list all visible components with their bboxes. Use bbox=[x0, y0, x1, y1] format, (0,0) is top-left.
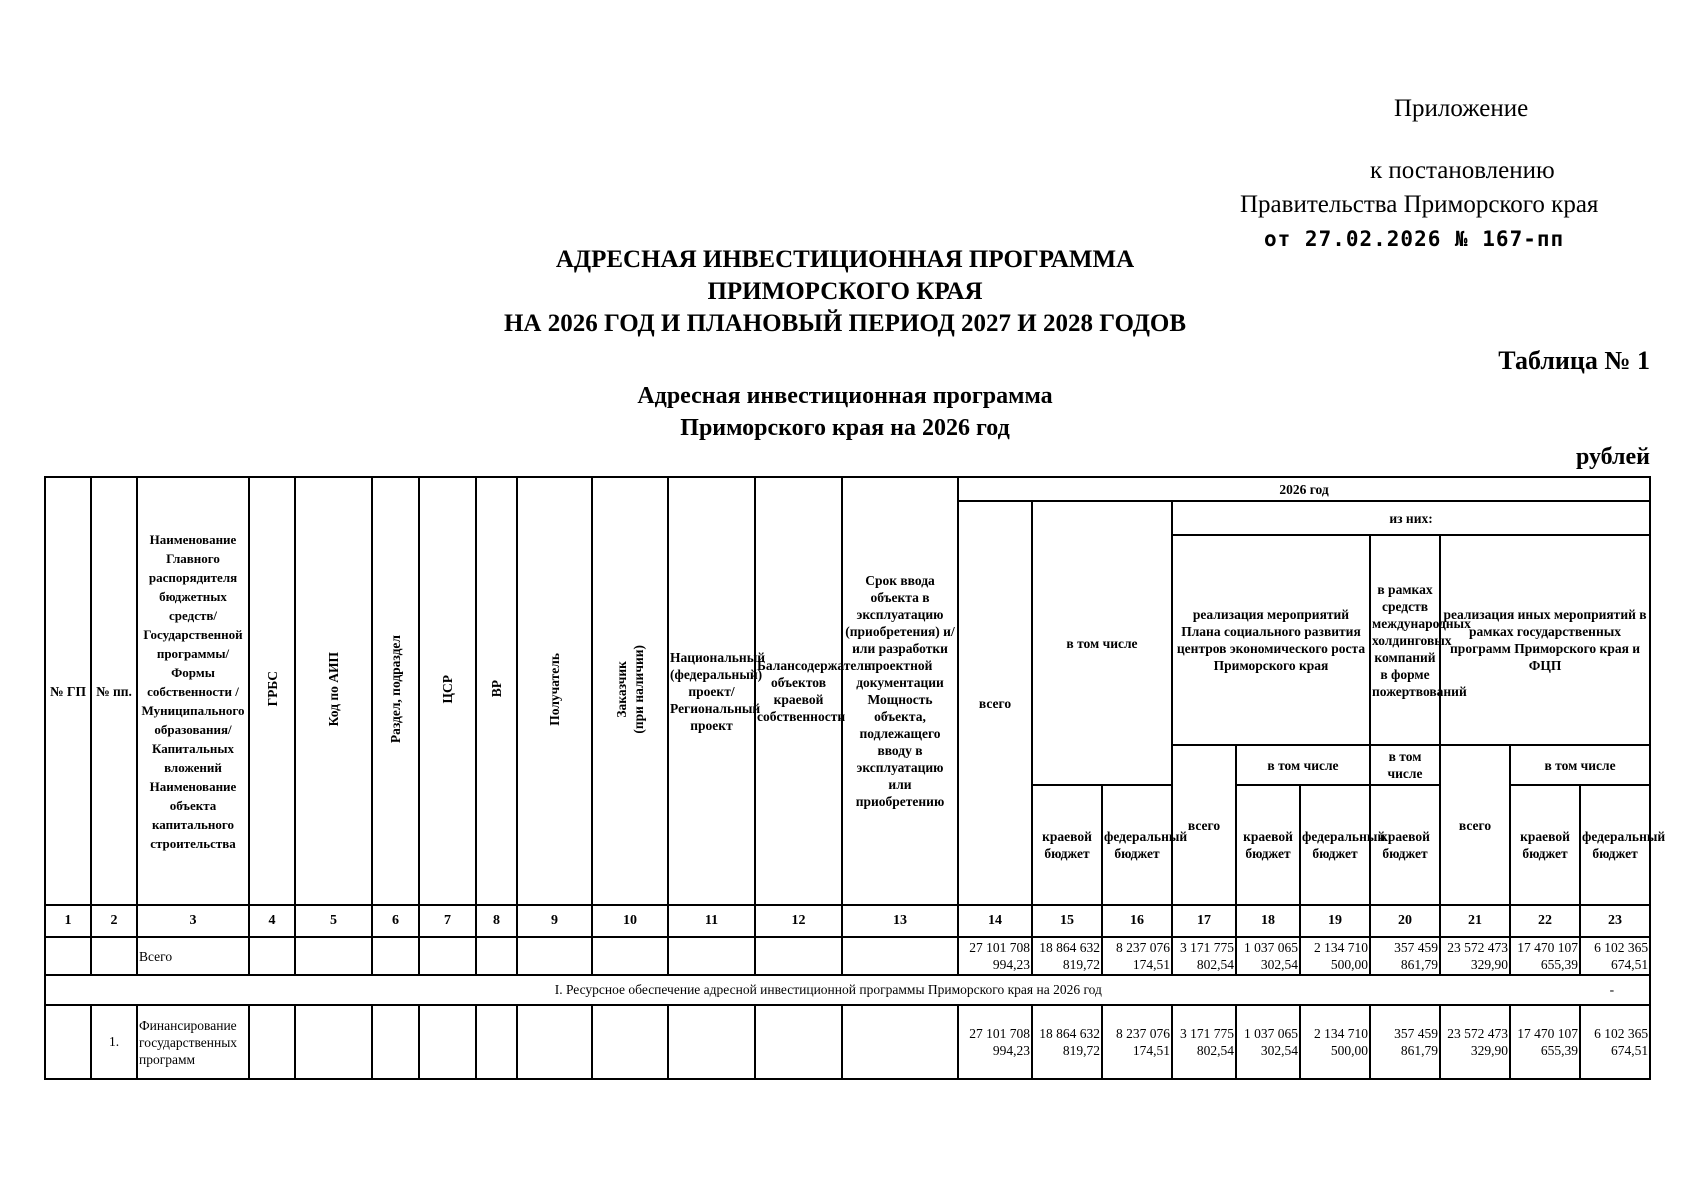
header-regional-18: краевой бюджет bbox=[1236, 785, 1300, 905]
header-intl-holdings: в рамках средств международных холдинговых компаний в форме пожертвований bbox=[1370, 535, 1440, 745]
header-plan-total: всего bbox=[1172, 745, 1236, 905]
title-line-3: НА 2026 ГОД И ПЛАНОВЫЙ ПЕРИОД 2027 И 2028 ГОДОВ bbox=[503, 310, 1187, 337]
cell-empty bbox=[419, 937, 476, 975]
cell-empty bbox=[592, 937, 668, 975]
cell-empty bbox=[842, 1005, 958, 1079]
cell-empty bbox=[668, 1005, 755, 1079]
document-title bbox=[420, 244, 1270, 340]
value-cell: 3 171 775 802,54 bbox=[1172, 937, 1236, 975]
value-cell: 8 237 076 174,51 bbox=[1102, 1005, 1172, 1079]
column-number: 8 bbox=[476, 905, 517, 937]
column-number: 2 bbox=[91, 905, 137, 937]
header-csr-text: ЦСР bbox=[440, 674, 455, 704]
cell-empty bbox=[295, 1005, 372, 1079]
header-regional-20: краевой бюджет bbox=[1370, 785, 1440, 905]
cell-empty bbox=[755, 937, 842, 975]
value-cell: 6 102 365 674,51 bbox=[1580, 1005, 1650, 1079]
subtitle-line-2: Приморского края на 2026 год bbox=[680, 415, 1010, 441]
table-number: Таблица № 1 bbox=[1498, 346, 1650, 375]
header-pp: № пп. bbox=[91, 477, 137, 905]
header-balance-holder: Балансодержатель объектов краевой собственности bbox=[755, 477, 842, 905]
column-number: 7 bbox=[419, 905, 476, 937]
value-cell: 18 864 632 819,72 bbox=[1032, 937, 1102, 975]
header-grbs bbox=[249, 477, 295, 905]
header-customer-text bbox=[613, 645, 647, 734]
table-row-total bbox=[45, 937, 1650, 975]
appendix-government: Правительства Приморского края bbox=[1240, 191, 1599, 218]
value-cell: 357 459 861,79 bbox=[1370, 937, 1440, 975]
header-vr bbox=[476, 477, 517, 905]
value-cell: 23 572 473 329,90 bbox=[1440, 1005, 1510, 1079]
value-cell: 8 237 076 174,51 bbox=[1102, 937, 1172, 975]
section-cell bbox=[45, 975, 1650, 1005]
column-number: 22 bbox=[1510, 905, 1580, 937]
cell-empty bbox=[668, 937, 755, 975]
section-label: I. Ресурсное обеспечение адресной инвестиционной программы Приморского края на 2026 год bbox=[554, 982, 1102, 997]
header-other-including: в том числе bbox=[1510, 745, 1650, 785]
header-customer bbox=[592, 477, 668, 905]
cell-empty bbox=[476, 1005, 517, 1079]
column-number: 16 bbox=[1102, 905, 1172, 937]
header-kod-aip-text: Код по АИП bbox=[326, 651, 341, 727]
header-deadline: Срок ввода объекта в эксплуатацию (приобретения) и/или разработки проектной документации Мощность объекта, подлежащего вводу в эксплуатацию или приобретению bbox=[842, 477, 958, 905]
header-csr bbox=[419, 477, 476, 905]
column-number: 15 bbox=[1032, 905, 1102, 937]
value-cell: 1 037 065 302,54 bbox=[1236, 937, 1300, 975]
cell-empty bbox=[476, 937, 517, 975]
column-number: 11 bbox=[668, 905, 755, 937]
cell-empty bbox=[755, 1005, 842, 1079]
value-cell: 17 470 107 655,39 bbox=[1510, 937, 1580, 975]
cell-empty bbox=[45, 1005, 91, 1079]
value-cell: 18 864 632 819,72 bbox=[1032, 1005, 1102, 1079]
header-federal-16: федеральный бюджет bbox=[1102, 785, 1172, 905]
appendix-label: Приложение bbox=[1394, 95, 1529, 122]
value-cell: 23 572 473 329,90 bbox=[1440, 937, 1510, 975]
header-grbs-text: ГРБС bbox=[264, 671, 280, 707]
column-number: 3 bbox=[137, 905, 249, 937]
column-number: 5 bbox=[295, 905, 372, 937]
cell-empty bbox=[372, 1005, 419, 1079]
header-plan-social: реализация мероприятий Плана социального развития центров экономического роста Приморского края bbox=[1172, 535, 1370, 745]
row-label: Финансирование государственных программ bbox=[137, 1005, 249, 1079]
table-subtitle bbox=[560, 380, 1130, 444]
cell-empty bbox=[91, 937, 137, 975]
header-razdel-text: Раздел, подраздел bbox=[388, 634, 403, 744]
cell-empty bbox=[842, 937, 958, 975]
header-other-total: всего bbox=[1440, 745, 1510, 905]
header-customer-line2: (при наличии) bbox=[631, 644, 646, 734]
table-row-section bbox=[45, 975, 1650, 1005]
value-cell: 357 459 861,79 bbox=[1370, 1005, 1440, 1079]
column-number: 14 bbox=[958, 905, 1032, 937]
value-cell: 2 134 710 500,00 bbox=[1300, 1005, 1370, 1079]
cell-empty bbox=[249, 937, 295, 975]
value-cell: 27 101 708 994,23 bbox=[958, 937, 1032, 975]
value-cell: 17 470 107 655,39 bbox=[1510, 1005, 1580, 1079]
header-total: всего bbox=[958, 501, 1032, 905]
value-cell: 27 101 708 994,23 bbox=[958, 1005, 1032, 1079]
row-label: Всего bbox=[137, 937, 249, 975]
header-plan-including: в том числе bbox=[1236, 745, 1370, 785]
appendix-resolution: к постановлению bbox=[1370, 157, 1555, 184]
cell-empty bbox=[295, 937, 372, 975]
column-number: 9 bbox=[517, 905, 592, 937]
column-number: 12 bbox=[755, 905, 842, 937]
column-number: 18 bbox=[1236, 905, 1300, 937]
cell-empty bbox=[45, 937, 91, 975]
header-including: в том числе bbox=[1032, 501, 1172, 785]
value-cell: 2 134 710 500,00 bbox=[1300, 937, 1370, 975]
unit-label: рублей bbox=[1575, 444, 1650, 470]
column-number: 23 bbox=[1580, 905, 1650, 937]
header-intl-including: в том числе bbox=[1370, 745, 1440, 785]
column-number: 19 bbox=[1300, 905, 1370, 937]
column-number: 4 bbox=[249, 905, 295, 937]
header-regional-15: краевой бюджет bbox=[1032, 785, 1102, 905]
header-federal-19: федеральный бюджет bbox=[1300, 785, 1370, 905]
cell-empty bbox=[517, 1005, 592, 1079]
value-cell: 6 102 365 674,51 bbox=[1580, 937, 1650, 975]
investment-table bbox=[44, 476, 1666, 1080]
title-line-1: АДРЕСНАЯ ИНВЕСТИЦИОННАЯ ПРОГРАММА bbox=[555, 246, 1135, 273]
header-year: 2026 год bbox=[958, 477, 1650, 501]
header-other-programs: реализация иных мероприятий в рамках государственных программ Приморского края и ФЦП bbox=[1440, 535, 1650, 745]
cell-empty bbox=[517, 937, 592, 975]
header-federal-23: федеральный бюджет bbox=[1580, 785, 1650, 905]
section-dash: - bbox=[1609, 982, 1615, 997]
column-number-row bbox=[45, 905, 1650, 937]
header-of-which: из них: bbox=[1172, 501, 1650, 535]
cell-empty bbox=[592, 1005, 668, 1079]
column-number: 17 bbox=[1172, 905, 1236, 937]
header-kod-aip bbox=[295, 477, 372, 905]
cell-empty bbox=[249, 1005, 295, 1079]
column-number: 21 bbox=[1440, 905, 1510, 937]
appendix-date-number: от 27.02.2026 № 167-пп bbox=[1264, 227, 1565, 251]
subtitle-line-1: Адресная инвестиционная программа bbox=[637, 383, 1053, 409]
column-number: 20 bbox=[1370, 905, 1440, 937]
row-number: 1. bbox=[91, 1005, 137, 1079]
column-number: 13 bbox=[842, 905, 958, 937]
cell-empty bbox=[372, 937, 419, 975]
header-razdel bbox=[372, 477, 419, 905]
header-regional-22: краевой бюджет bbox=[1510, 785, 1580, 905]
cell-empty bbox=[419, 1005, 476, 1079]
header-recipient-text: Получатель bbox=[547, 652, 562, 726]
title-line-2: ПРИМОРСКОГО КРАЯ bbox=[707, 278, 983, 305]
header-national-project: Национальный (федеральный) проект/ Региональный проект bbox=[668, 477, 755, 905]
header-customer-line1: Заказчик bbox=[614, 660, 629, 718]
header-recipient bbox=[517, 477, 592, 905]
column-number: 10 bbox=[592, 905, 668, 937]
value-cell: 1 037 065 302,54 bbox=[1236, 1005, 1300, 1079]
table-row-financing bbox=[45, 1005, 1650, 1079]
header-vr-text: ВР bbox=[489, 680, 504, 698]
value-cell: 3 171 775 802,54 bbox=[1172, 1005, 1236, 1079]
header-gp: № ГП bbox=[45, 477, 91, 905]
column-number: 1 bbox=[45, 905, 91, 937]
header-name: Наименование Главного распорядителя бюджетных средств/Государственной программы/ Формы собственности /Муниципального образования/Капитальных вложений Наименование объекта капитального строительства bbox=[137, 477, 249, 905]
column-number: 6 bbox=[372, 905, 419, 937]
